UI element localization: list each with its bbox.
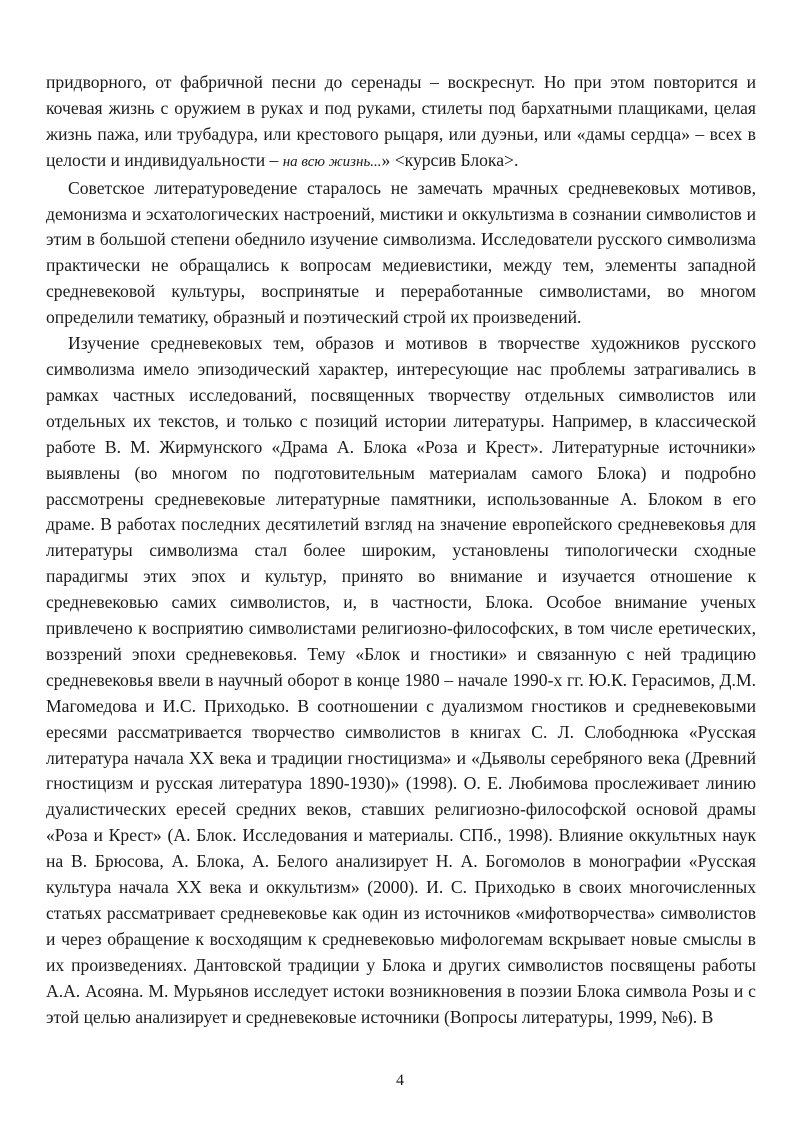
body-text bbox=[46, 70, 756, 1031]
paragraph-continuation bbox=[46, 70, 756, 176]
paragraph-soviet-criticism: Советское литературоведение старалось не замечать мрачных средневековых мотивов, демонизма и эсхатологических настроений, мистики и оккультизма в сознании символистов и этим в большой степени обеднило изучение символизма. Исследователи русского символизма практически не обращались к вопросам медиевистики, между тем, элементы западной средневековой культуры, воспринятые и переработанные символистами, во многом определили тематику, образный и поэтический строй их произведений. bbox=[46, 177, 756, 328]
paragraph-medieval-studies: Изучение средневековых тем, образов и мотивов в творчестве художников русского символизма имело эпизодический характер, интересующие нас проблемы затрагивались в рамках частных исследований, посвященных творчеству отдельных символистов или отдельных их текстов, и только с позиций истории литературы. Например, в классической работе В. М. Жирмунского «Драма А. Блока «Роза и Крест». Литературные источники» выявлены (во многом по подготовительным материалам самого Блока) и подробно рассмотрены средневековые литературные памятники, использованные А. Блоком в его драме. В работах последних десятилетий взгляд на значение европейского средневековья для литературы символизма стал более широким, установлены типологически сходные парадигмы этих эпох и культур, принято во внимание и изучается отношение к средневековью самих символистов, и, в частности, Блока. Особое внимание ученых привлечено к восприятию символистами религиозно-философских, в том числе еретических, воззрений эпохи средневековья. Тему «Блок и гностики» и связанную с ней традицию средневековья ввели в научный оборот в конце 1980 – начале 1990-х гг. Ю.К. Герасимов, Д.М. Магомедова и И.С. Приходько. В соотношении с дуализмом гностиков и средневековыми ересями рассматривается творчество символистов в книгах С. Л. Слободнюка «Русская литература начала XX века и традиции гностицизма» и «Дьяволы серебряного века (Древний гностицизм и русская литература 1890-1930)» (1998). О. Е. Любимова прослеживает линию дуалистических ересей средних веков, ставших религиозно-философской основой драмы «Роза и Крест» (А. Блок. Исследования и материалы. СПб., 1998). Влияние оккультных наук на В. Брюсова, А. Блока, А. Белого анализирует Н. А. Богомолов в монографии «Русская культура начала XX века и оккультизм» (2000). И. С. Приходько в своих многочисленных статьях рассматривает средневековье как один из источников «мифотворчества» символистов и через обращение к восходящим к средневековью мифологемам вскрывает новые смыслы в их произведениях. Дантовской традиции у Блока и других символистов посвящены работы А.А. Асояна. М. Мурьянов исследует истоки возникновения в поэзии Блока символа Розы и с этой целью анализирует и средневековые источники (Вопросы литературы, 1999, №6). В bbox=[46, 333, 756, 1027]
italic-quote: на всю жизнь... bbox=[282, 153, 382, 170]
paragraph-text-end: » <курсив Блока>. bbox=[381, 149, 519, 170]
paragraph-text: придворного, от фабричной песни до серенады – воскреснут. Но при этом повторится и кочевая жизнь с оружием в руках и под руками, стилеты под бархатными плащиками, целая жизнь пажа, или трубадура, или крестового рыцаря, или дуэньи, или «дамы сердца» – всех в целости и индивидуальности – bbox=[46, 72, 756, 170]
page-number: 4 bbox=[396, 1072, 404, 1089]
